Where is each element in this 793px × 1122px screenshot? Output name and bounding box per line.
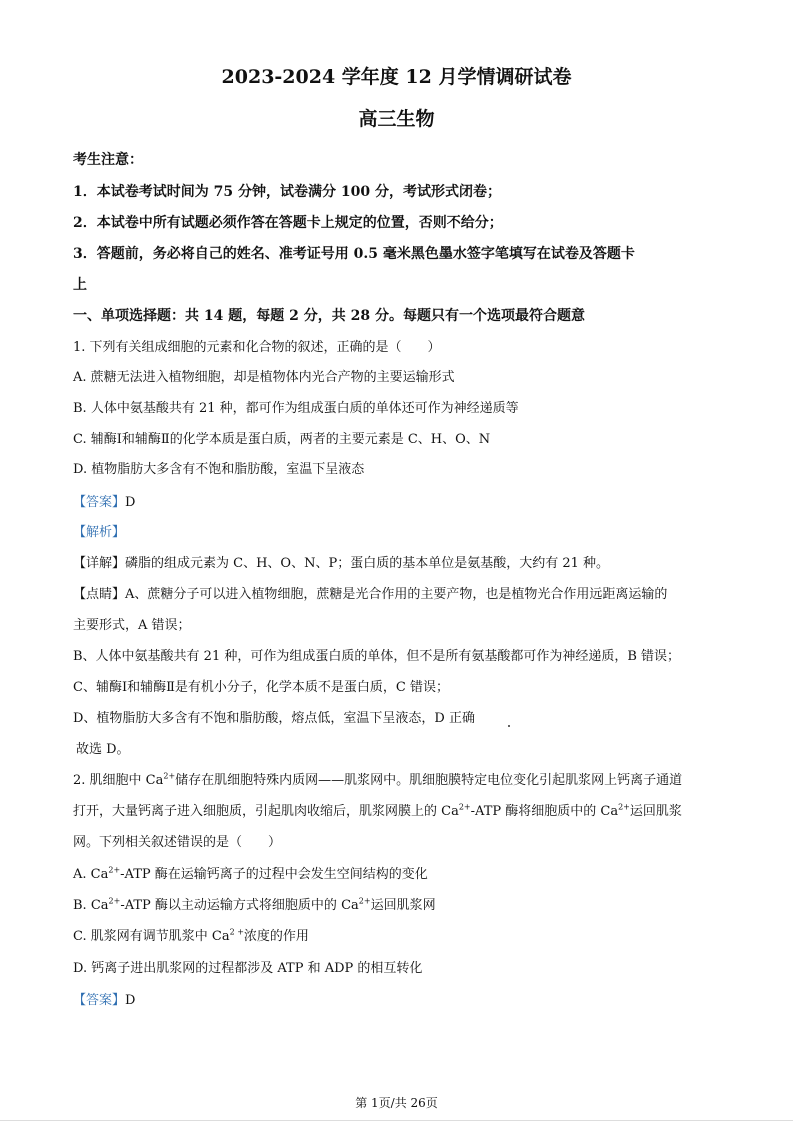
stray-dot [508,725,510,727]
section-heading: 一、单项选择题：共 14 题，每题 2 分，共 28 分。每题只有一个选项最符合题意 [73,308,585,324]
analysis-tag: 【解析】 [73,525,126,540]
superscript: 2+ [358,896,371,906]
q1-answer [73,495,135,511]
answer-tag: 【答案】 [73,993,126,1008]
superscript: 2+ [458,802,471,812]
bottom-divider [0,1120,793,1121]
superscript: 2 + [229,927,244,937]
page-number: 第 1页/共 26页 [355,1096,438,1110]
notice-item-3-cont: 上 [73,277,87,293]
q2-option-c [73,929,309,945]
superscript: 2+ [163,771,176,781]
superscript: 2+ [618,802,630,812]
detail-text: 磷脂的组成元素为 C、H、O、N、P；蛋白质的基本单位是氨基酸，大约有 21 种。 [125,556,610,571]
subject-title: 高三生物 [358,108,435,130]
q2-option-a [73,867,428,883]
notice-item-3: 3．答题前，务必将自己的姓名、准考证号用 0.5 毫米黑色墨水签字笔填写在试卷及答题卡 [73,246,635,262]
q2-answer [73,993,135,1009]
q1-point-line-5: D、植物脂肪大多含有不饱和脂肪酸，熔点低，室温下呈液态，D 正确 [73,711,475,726]
q2-text: -ATP 酶以主动运输方式将细胞质中的 Ca [120,898,359,913]
q2-stem-line-1 [73,773,682,789]
q2-option-b [73,898,436,914]
q1-detail [73,556,609,572]
q2-text: -ATP 酶在运输钙离子的过程中会发生空间结构的变化 [120,867,428,882]
point-tag: 【点睛】 [73,587,126,602]
q1-option-b: B. 人体中氨基酸共有 21 种，都可作为组成蛋白质的单体还可作为神经递质等 [73,401,519,416]
q2-text: 运回肌浆网 [370,898,436,913]
q2-text: 储存在肌细胞特殊内质网——肌浆网中。肌细胞膜特定电位变化引起肌浆网上钙离子通道 [175,773,683,788]
q1-conclusion: 故选 D。 [76,742,130,757]
q1-stem: 1. 下列有关组成细胞的元素和化合物的叙述，正确的是（ ） [73,340,441,355]
detail-tag: 【详解】 [73,556,126,571]
q1-analysis [73,525,125,541]
q2-text: 运回肌浆 [629,804,682,819]
q1-point-line-2: 主要形式，A 错误； [73,618,191,633]
q2-stem-line-2 [73,804,682,820]
q2-text: 浓度的作用 [243,929,309,944]
q2-text: -ATP 酶将细胞质中的 Ca [470,804,619,819]
answer-tag: 【答案】 [73,495,126,510]
exam-title: 2023-2024 学年度 12 月学情调研试卷 [221,66,572,88]
q1-point-line-1 [73,587,667,603]
q1-point-line-3: B、人体中氨基酸共有 21 种，可作为组成蛋白质的单体，但不是所有氨基酸都可作为神经递质，B 错误； [73,649,681,664]
q2-text: A. Ca [73,867,109,882]
q2-option-d: D. 钙离子进出肌浆网的过程都涉及 ATP 和 ADP 的相互转化 [73,961,423,976]
superscript: 2+ [108,865,121,875]
q1-option-d: D. 植物脂肪大多含有不饱和脂肪酸，室温下呈液态 [73,462,365,477]
q2-text: 2. 肌细胞中 Ca [73,773,164,788]
q1-point-line-4: C、辅酶Ⅰ和辅酶Ⅱ是有机小分子，化学本质不是蛋白质，C 错误； [73,680,449,695]
notice-item-2: 2．本试卷中所有试题必须作答在答题卡上规定的位置，否则不给分； [73,215,503,231]
point-text: A、蔗糖分子可以进入植物细胞，蔗糖是光合作用的主要产物，也是植物光合作用远距离运输的 [125,587,668,602]
q1-option-c: C. 辅酶Ⅰ和辅酶Ⅱ的化学本质是蛋白质，两者的主要元素是 C、H、O、N [73,432,491,447]
answer-value: D [125,495,136,510]
superscript: 2+ [108,896,121,906]
q2-text: 打开，大量钙离子进入细胞质，引起肌肉收缩后，肌浆网膜上的 Ca [73,804,459,819]
answer-value: D [125,993,136,1008]
q2-text: B. Ca [73,898,109,913]
notice-item-1: 1．本试卷考试时间为 75 分钟，试卷满分 100 分，考试形式闭卷； [73,184,501,200]
notice-heading: 考生注意： [73,152,143,168]
q2-stem-line-3: 网。下列相关叙述错误的是（ ） [73,835,282,850]
q1-option-a: A. 蔗糖无法进入植物细胞，却是植物体内光合产物的主要运输形式 [73,370,455,385]
q2-text: C. 肌浆网有调节肌浆中 Ca [73,929,230,944]
